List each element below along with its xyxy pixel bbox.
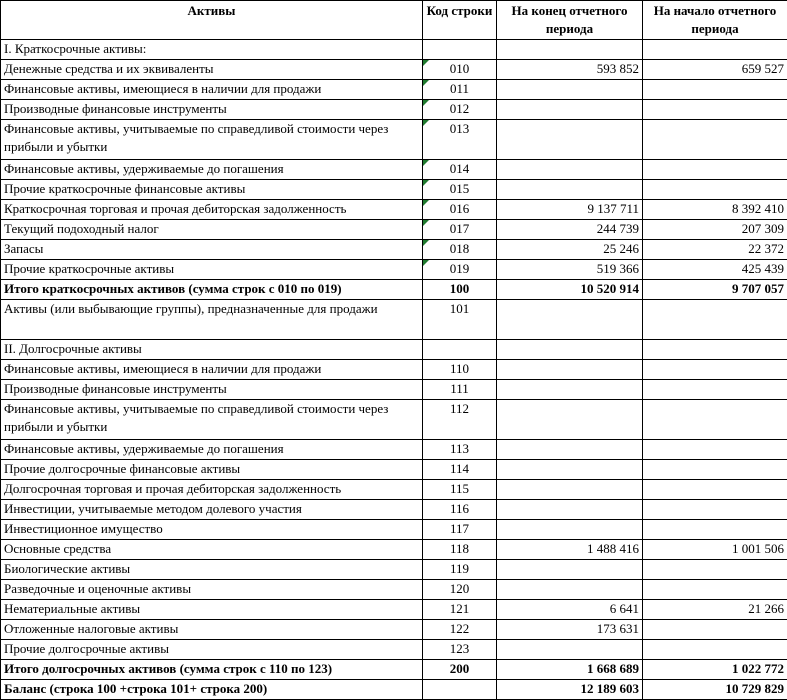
row-label[interactable] bbox=[1, 560, 423, 580]
row-code[interactable] bbox=[423, 300, 497, 340]
row-end-value-text: 1 668 689 bbox=[587, 661, 639, 676]
row-label-text: Производные финансовые инструменты bbox=[4, 381, 227, 396]
row-end-value[interactable] bbox=[497, 80, 643, 100]
row-label-text: Финансовые активы, имеющиеся в наличии для продажи bbox=[4, 361, 321, 376]
row-end-value[interactable] bbox=[497, 300, 643, 340]
row-code-text: 016 bbox=[450, 201, 470, 216]
cell-comment-marker-icon bbox=[423, 260, 429, 266]
row-label-text: Финансовые активы, удерживаемые до погашения bbox=[4, 161, 284, 176]
table-row bbox=[1, 640, 787, 660]
row-code-text: 019 bbox=[450, 261, 470, 276]
cell-comment-marker-icon bbox=[423, 120, 429, 126]
row-start-value[interactable] bbox=[643, 120, 787, 160]
row-label[interactable] bbox=[1, 680, 423, 700]
row-end-value[interactable] bbox=[497, 240, 643, 260]
row-start-value[interactable] bbox=[643, 580, 787, 600]
row-start-value[interactable] bbox=[643, 480, 787, 500]
row-code-text: 116 bbox=[450, 501, 469, 516]
row-start-value[interactable] bbox=[643, 600, 787, 620]
table-body bbox=[1, 40, 787, 700]
table-row bbox=[1, 600, 787, 620]
row-code[interactable] bbox=[423, 660, 497, 680]
row-start-value[interactable] bbox=[643, 240, 787, 260]
row-end-value[interactable] bbox=[497, 600, 643, 620]
row-end-value[interactable] bbox=[497, 460, 643, 480]
row-start-value[interactable] bbox=[643, 180, 787, 200]
row-code[interactable] bbox=[423, 40, 497, 60]
row-start-value[interactable] bbox=[643, 300, 787, 340]
table-row bbox=[1, 40, 787, 60]
row-start-value[interactable] bbox=[643, 620, 787, 640]
table-row bbox=[1, 280, 787, 300]
row-label[interactable] bbox=[1, 520, 423, 540]
row-code-text: 012 bbox=[450, 101, 470, 116]
row-code-text: 014 bbox=[450, 161, 470, 176]
row-code[interactable] bbox=[423, 580, 497, 600]
row-code-text: 112 bbox=[450, 401, 469, 416]
row-label[interactable] bbox=[1, 580, 423, 600]
row-code-text: 121 bbox=[450, 601, 470, 616]
row-label[interactable] bbox=[1, 640, 423, 660]
row-label[interactable] bbox=[1, 500, 423, 520]
row-code[interactable] bbox=[423, 380, 497, 400]
row-start-value-text: 10 729 829 bbox=[726, 681, 785, 696]
row-end-value[interactable] bbox=[497, 340, 643, 360]
row-code-text: 118 bbox=[450, 541, 469, 556]
row-start-value[interactable] bbox=[643, 640, 787, 660]
header-row bbox=[1, 1, 787, 40]
row-code[interactable] bbox=[423, 440, 497, 460]
row-label-text: Основные средства bbox=[4, 541, 111, 556]
row-start-value-text: 8 392 410 bbox=[732, 201, 784, 216]
row-end-value-text: 25 246 bbox=[603, 241, 639, 256]
row-code-text: 010 bbox=[450, 61, 470, 76]
table-row bbox=[1, 440, 787, 460]
row-label-text: Текущий подоходный налог bbox=[4, 221, 159, 236]
row-label[interactable] bbox=[1, 300, 423, 340]
row-start-value[interactable] bbox=[643, 200, 787, 220]
row-end-value[interactable] bbox=[497, 160, 643, 180]
row-label-text: Прочие долгосрочные активы bbox=[4, 641, 169, 656]
row-code-text: 113 bbox=[450, 441, 469, 456]
row-label[interactable] bbox=[1, 280, 423, 300]
row-code[interactable] bbox=[423, 620, 497, 640]
row-label[interactable] bbox=[1, 40, 423, 60]
table-row bbox=[1, 620, 787, 640]
table-row bbox=[1, 460, 787, 480]
row-code[interactable] bbox=[423, 560, 497, 580]
cell-comment-marker-icon bbox=[423, 220, 429, 226]
row-code[interactable] bbox=[423, 80, 497, 100]
row-start-value-text: 21 266 bbox=[748, 601, 784, 616]
row-start-value[interactable] bbox=[643, 680, 787, 700]
cell-comment-marker-icon bbox=[423, 100, 429, 106]
row-label[interactable] bbox=[1, 360, 423, 380]
row-end-value[interactable] bbox=[497, 540, 643, 560]
table-row bbox=[1, 560, 787, 580]
table-row bbox=[1, 520, 787, 540]
cell-comment-marker-icon bbox=[423, 160, 429, 166]
row-end-value[interactable] bbox=[497, 480, 643, 500]
row-end-value-text: 9 137 711 bbox=[587, 201, 639, 216]
row-end-value-text: 10 520 914 bbox=[581, 281, 640, 296]
header-code: Код строки bbox=[423, 1, 497, 40]
row-start-value[interactable] bbox=[643, 560, 787, 580]
row-start-value[interactable] bbox=[643, 80, 787, 100]
cell-comment-marker-icon bbox=[423, 80, 429, 86]
header-assets: Активы bbox=[1, 1, 423, 40]
row-end-value[interactable] bbox=[497, 200, 643, 220]
row-label[interactable] bbox=[1, 660, 423, 680]
row-start-value-text: 9 707 057 bbox=[732, 281, 784, 296]
row-label-text: Денежные средства и их эквиваленты bbox=[4, 61, 214, 76]
row-label-text: Прочие краткосрочные финансовые активы bbox=[4, 181, 245, 196]
table-row bbox=[1, 400, 787, 440]
row-code[interactable] bbox=[423, 180, 497, 200]
row-start-value-text: 1 001 506 bbox=[732, 541, 784, 556]
row-code[interactable] bbox=[423, 480, 497, 500]
row-start-value-text: 22 372 bbox=[748, 241, 784, 256]
table-row bbox=[1, 360, 787, 380]
row-end-value[interactable] bbox=[497, 120, 643, 160]
row-end-value[interactable] bbox=[497, 220, 643, 240]
table-row bbox=[1, 260, 787, 280]
row-code[interactable] bbox=[423, 260, 497, 280]
row-label-text: Биологические активы bbox=[4, 561, 130, 576]
row-code[interactable] bbox=[423, 600, 497, 620]
row-code-text: 123 bbox=[450, 641, 470, 656]
row-code-text: 114 bbox=[450, 461, 469, 476]
row-code-text: 101 bbox=[450, 301, 470, 316]
table-row bbox=[1, 500, 787, 520]
row-code[interactable] bbox=[423, 240, 497, 260]
row-end-value[interactable] bbox=[497, 100, 643, 120]
table-row bbox=[1, 120, 787, 160]
row-label[interactable] bbox=[1, 540, 423, 560]
row-code[interactable] bbox=[423, 60, 497, 80]
cell-comment-marker-icon bbox=[423, 200, 429, 206]
row-start-value[interactable] bbox=[643, 440, 787, 460]
row-label-text: Баланс (строка 100 +строка 101+ строка 200) bbox=[4, 681, 267, 696]
row-label-text: Инвестиции, учитываемые методом долевого участия bbox=[4, 501, 302, 516]
row-end-value[interactable] bbox=[497, 560, 643, 580]
table-row bbox=[1, 480, 787, 500]
row-code[interactable] bbox=[423, 520, 497, 540]
row-label-text: Нематериальные активы bbox=[4, 601, 140, 616]
row-label[interactable] bbox=[1, 440, 423, 460]
row-code[interactable] bbox=[423, 340, 497, 360]
row-end-value[interactable] bbox=[497, 640, 643, 660]
row-start-value[interactable] bbox=[643, 280, 787, 300]
row-start-value[interactable] bbox=[643, 40, 787, 60]
row-label[interactable] bbox=[1, 340, 423, 360]
row-code[interactable] bbox=[423, 640, 497, 660]
row-start-value[interactable] bbox=[643, 160, 787, 180]
row-label-text: Финансовые активы, имеющиеся в наличии для продажи bbox=[4, 81, 321, 96]
row-code-text: 013 bbox=[450, 121, 470, 136]
row-code-text: 017 bbox=[450, 221, 470, 236]
row-code[interactable] bbox=[423, 120, 497, 160]
row-label-text: Финансовые активы, учитываемые по справедливой стоимости через прибыли и убытки bbox=[4, 401, 388, 434]
row-code-text: 015 bbox=[450, 181, 470, 196]
row-end-value[interactable] bbox=[497, 360, 643, 380]
row-end-value-text: 519 366 bbox=[597, 261, 639, 276]
table-row bbox=[1, 340, 787, 360]
row-label-text: Итого долгосрочных активов (сумма строк с 110 по 123) bbox=[4, 661, 332, 676]
row-start-value-text: 425 439 bbox=[742, 261, 784, 276]
row-end-value[interactable] bbox=[497, 280, 643, 300]
row-start-value-text: 659 527 bbox=[742, 61, 784, 76]
table-row bbox=[1, 240, 787, 260]
header-start-period: На начало отчетного периода bbox=[643, 1, 787, 40]
row-end-value-text: 593 852 bbox=[597, 61, 639, 76]
row-end-value[interactable] bbox=[497, 60, 643, 80]
row-label-text: Краткосрочная торговая и прочая дебиторская задолженность bbox=[4, 201, 346, 216]
row-label[interactable] bbox=[1, 180, 423, 200]
row-label[interactable] bbox=[1, 600, 423, 620]
row-end-value[interactable] bbox=[497, 500, 643, 520]
row-code[interactable] bbox=[423, 100, 497, 120]
table-row bbox=[1, 60, 787, 80]
row-code[interactable] bbox=[423, 460, 497, 480]
row-end-value-text: 12 189 603 bbox=[581, 681, 640, 696]
row-start-value[interactable] bbox=[643, 500, 787, 520]
table-row bbox=[1, 80, 787, 100]
table-row bbox=[1, 220, 787, 240]
row-end-value[interactable] bbox=[497, 180, 643, 200]
row-code[interactable] bbox=[423, 200, 497, 220]
row-end-value-text: 173 631 bbox=[597, 621, 639, 636]
row-end-value[interactable] bbox=[497, 620, 643, 640]
row-start-value[interactable] bbox=[643, 520, 787, 540]
row-code-text: 120 bbox=[450, 581, 470, 596]
row-label-text: Активы (или выбывающие группы), предназначенные для продажи bbox=[4, 301, 378, 316]
row-label[interactable] bbox=[1, 380, 423, 400]
row-start-value[interactable] bbox=[643, 660, 787, 680]
row-label-text: I. Краткосрочные активы: bbox=[4, 41, 146, 56]
row-label-text: II. Долгосрочные активы bbox=[4, 341, 142, 356]
row-code-text: 119 bbox=[450, 561, 469, 576]
row-label-text: Разведочные и оценочные активы bbox=[4, 581, 191, 596]
row-code[interactable] bbox=[423, 160, 497, 180]
row-code-text: 111 bbox=[450, 381, 469, 396]
row-label[interactable] bbox=[1, 80, 423, 100]
cell-comment-marker-icon bbox=[423, 180, 429, 186]
row-end-value-text: 244 739 bbox=[597, 221, 639, 236]
row-code-text: 110 bbox=[450, 361, 469, 376]
row-label-text: Отложенные налоговые активы bbox=[4, 621, 178, 636]
row-end-value-text: 6 641 bbox=[610, 601, 639, 616]
row-start-value[interactable] bbox=[643, 260, 787, 280]
row-code[interactable] bbox=[423, 360, 497, 380]
row-label-text: Финансовые активы, учитываемые по справедливой стоимости через прибыли и убытки bbox=[4, 121, 388, 154]
row-label-text: Долгосрочная торговая и прочая дебиторская задолженность bbox=[4, 481, 341, 496]
row-label-text: Финансовые активы, удерживаемые до погашения bbox=[4, 441, 284, 456]
row-label[interactable] bbox=[1, 620, 423, 640]
row-label[interactable] bbox=[1, 240, 423, 260]
row-code[interactable] bbox=[423, 680, 497, 700]
row-code-text: 100 bbox=[450, 281, 470, 296]
row-label[interactable] bbox=[1, 400, 423, 440]
row-end-value[interactable] bbox=[497, 40, 643, 60]
row-label-text: Производные финансовые инструменты bbox=[4, 101, 227, 116]
row-code-text: 122 bbox=[450, 621, 470, 636]
row-code-text: 011 bbox=[450, 81, 469, 96]
row-end-value[interactable] bbox=[497, 380, 643, 400]
row-label-text: Прочие краткосрочные активы bbox=[4, 261, 174, 276]
table-row bbox=[1, 200, 787, 220]
row-label[interactable] bbox=[1, 460, 423, 480]
row-end-value[interactable] bbox=[497, 520, 643, 540]
row-label[interactable] bbox=[1, 100, 423, 120]
row-start-value[interactable] bbox=[643, 380, 787, 400]
header-end-period: На конец отчетного периода bbox=[497, 1, 643, 40]
row-label-text: Запасы bbox=[4, 241, 43, 256]
row-code[interactable] bbox=[423, 220, 497, 240]
row-label[interactable] bbox=[1, 480, 423, 500]
row-start-value[interactable] bbox=[643, 540, 787, 560]
row-end-value[interactable] bbox=[497, 260, 643, 280]
cell-comment-marker-icon bbox=[423, 60, 429, 66]
row-start-value[interactable] bbox=[643, 100, 787, 120]
row-label[interactable] bbox=[1, 120, 423, 160]
row-start-value[interactable] bbox=[643, 400, 787, 440]
cell-comment-marker-icon bbox=[423, 240, 429, 246]
row-code-text: 117 bbox=[450, 521, 469, 536]
row-start-value[interactable] bbox=[643, 460, 787, 480]
row-label[interactable] bbox=[1, 200, 423, 220]
table-row bbox=[1, 680, 787, 700]
row-start-value-text: 1 022 772 bbox=[732, 661, 784, 676]
row-end-value-text: 1 488 416 bbox=[587, 541, 639, 556]
row-label[interactable] bbox=[1, 60, 423, 80]
row-start-value-text: 207 309 bbox=[742, 221, 784, 236]
row-code[interactable] bbox=[423, 540, 497, 560]
row-code-text: 115 bbox=[450, 481, 469, 496]
table-row bbox=[1, 100, 787, 120]
row-label[interactable] bbox=[1, 160, 423, 180]
table-row bbox=[1, 160, 787, 180]
row-label[interactable] bbox=[1, 260, 423, 280]
row-start-value[interactable] bbox=[643, 340, 787, 360]
row-end-value[interactable] bbox=[497, 440, 643, 460]
table-row bbox=[1, 380, 787, 400]
row-end-value[interactable] bbox=[497, 680, 643, 700]
row-start-value[interactable] bbox=[643, 220, 787, 240]
row-code[interactable] bbox=[423, 280, 497, 300]
row-label-text: Инвестиционное имущество bbox=[4, 521, 163, 536]
row-label-text: Прочие долгосрочные финансовые активы bbox=[4, 461, 240, 476]
table-row bbox=[1, 180, 787, 200]
row-start-value[interactable] bbox=[643, 60, 787, 80]
row-label-text: Итого краткосрочных активов (сумма строк с 010 по 019) bbox=[4, 281, 342, 296]
table-row bbox=[1, 660, 787, 680]
table-row bbox=[1, 540, 787, 560]
table-row bbox=[1, 300, 787, 340]
row-end-value[interactable] bbox=[497, 660, 643, 680]
row-code[interactable] bbox=[423, 400, 497, 440]
row-start-value[interactable] bbox=[643, 360, 787, 380]
row-end-value[interactable] bbox=[497, 580, 643, 600]
row-code-text: 200 bbox=[450, 661, 470, 676]
row-code-text: 018 bbox=[450, 241, 470, 256]
row-label[interactable] bbox=[1, 220, 423, 240]
table-row bbox=[1, 580, 787, 600]
row-end-value[interactable] bbox=[497, 400, 643, 440]
row-code[interactable] bbox=[423, 500, 497, 520]
